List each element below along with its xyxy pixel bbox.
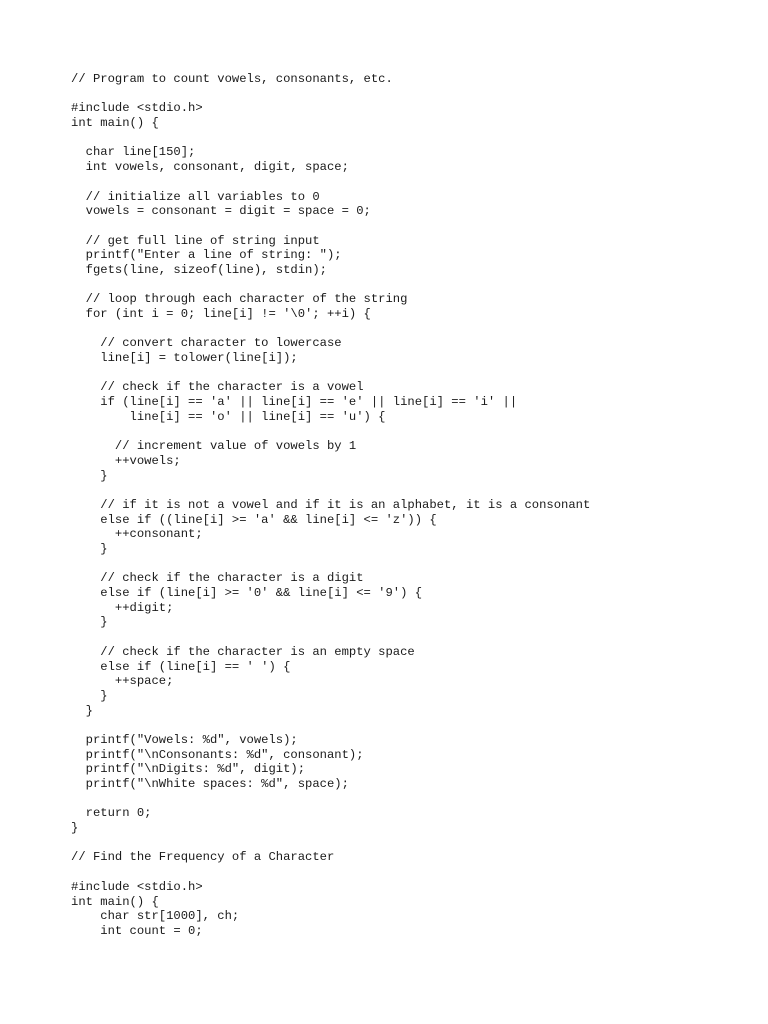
code-line: ++space; <box>71 674 174 689</box>
code-line: } <box>71 615 108 630</box>
code-line: ++consonant; <box>71 527 203 542</box>
code-line <box>71 87 590 102</box>
code-line: else if (line[i] == ' ') { <box>71 659 291 674</box>
code-line <box>71 425 590 440</box>
code-line <box>71 175 590 190</box>
code-line: printf("\nDigits: %d", digit); <box>71 762 306 777</box>
code-line: char line[150]; <box>71 145 196 160</box>
code-line: // check if the character is a vowel <box>71 380 364 395</box>
code-line: } <box>71 821 79 836</box>
code-line: char str[1000], ch; <box>71 909 240 924</box>
code-line: #include <stdio.h> <box>71 879 203 894</box>
code-line: printf("Vowels: %d", vowels); <box>71 732 298 747</box>
code-line: return 0; <box>71 806 152 821</box>
code-line: int main() { <box>71 894 159 909</box>
code-line: else if (line[i] >= '0' && line[i] <= '9') { <box>71 586 423 601</box>
code-line: } <box>71 542 108 556</box>
code-line: vowels = consonant = digit = space = 0; <box>71 204 371 219</box>
code-line <box>71 630 590 645</box>
code-line: // check if the character is an empty space <box>71 644 415 659</box>
code-line: ++digit; <box>71 600 174 615</box>
code-line: line[i] = tolower(line[i]); <box>71 351 298 366</box>
code-line: line[i] == 'o' || line[i] == 'u') { <box>71 409 386 424</box>
code-line: // initialize all variables to 0 <box>71 189 320 204</box>
code-line: int vowels, consonant, digit, space; <box>71 160 349 175</box>
code-line: for (int i = 0; line[i] != '\0'; ++i) { <box>71 307 371 321</box>
code-line: printf("\nWhite spaces: %d", space); <box>71 777 349 791</box>
code-line: printf("\nConsonants: %d", consonant); <box>71 747 364 762</box>
code-line <box>71 792 590 807</box>
code-line: // if it is not a vowel and if it is an alphabet, it is a consonant <box>71 497 591 512</box>
code-line: #include <stdio.h> <box>71 101 203 116</box>
code-line <box>71 836 590 851</box>
code-line <box>71 131 590 146</box>
code-line: // Find the Frequency of a Character <box>71 850 335 865</box>
code-line: // Program to count vowels, consonants, etc. <box>71 72 393 86</box>
code-line: ++vowels; <box>71 453 181 468</box>
code-line: int main() { <box>71 116 159 131</box>
code-line <box>71 557 590 572</box>
code-line <box>71 278 590 293</box>
code-line <box>71 865 590 880</box>
code-line: fgets(line, sizeof(line), stdin); <box>71 262 327 277</box>
code-line <box>71 483 590 498</box>
code-line: } <box>71 703 93 718</box>
code-line: // loop through each character of the string <box>71 292 408 307</box>
code-line: // get full line of string input <box>71 233 320 248</box>
code-line: } <box>71 468 108 483</box>
code-line: // convert character to lowercase <box>71 336 342 351</box>
code-line: } <box>71 688 108 703</box>
code-line: // increment value of vowels by 1 <box>71 439 357 454</box>
code-line <box>71 366 590 381</box>
code-line: printf("Enter a line of string: "); <box>71 248 342 263</box>
code-line: int count = 0; <box>71 923 203 938</box>
code-line: // check if the character is a digit <box>71 571 364 586</box>
code-line: if (line[i] == 'a' || line[i] == 'e' || line[i] == 'i' || <box>71 395 518 410</box>
code-line: else if ((line[i] >= 'a' && line[i] <= 'z')) { <box>71 512 437 527</box>
code-line <box>71 219 590 234</box>
code-listing <box>71 72 590 939</box>
code-line <box>71 322 590 337</box>
code-line <box>71 718 590 733</box>
